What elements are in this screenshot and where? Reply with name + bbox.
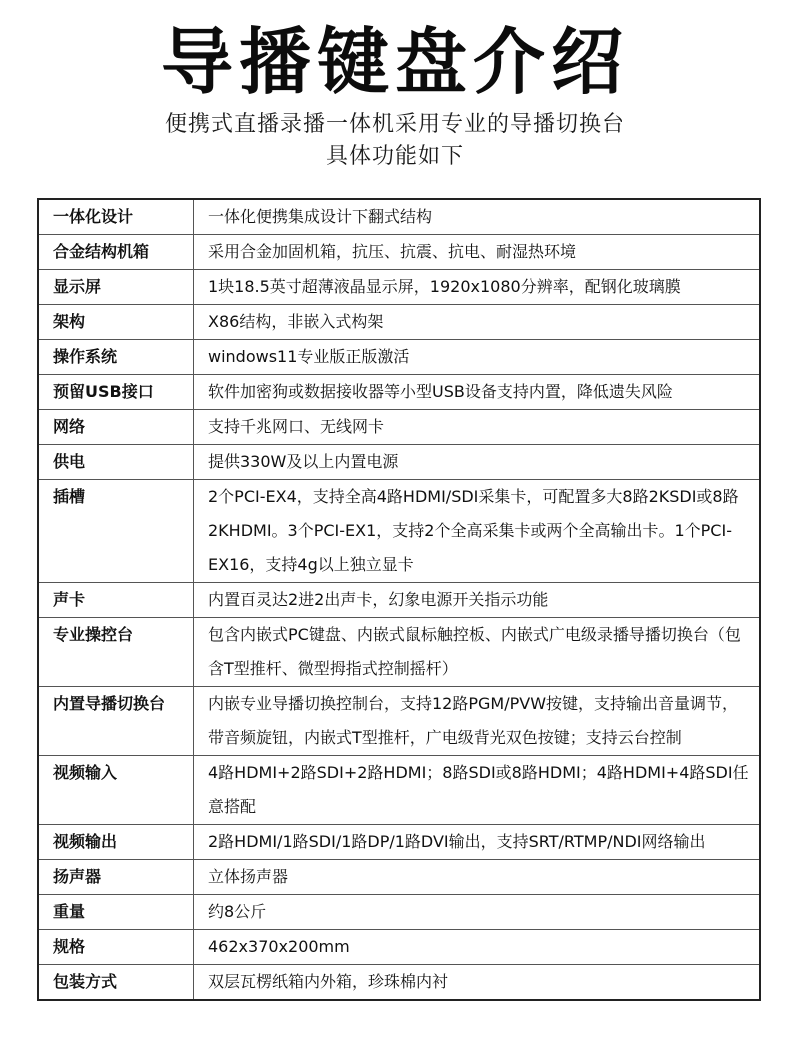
table-row (38, 687, 760, 756)
table-row (38, 860, 760, 895)
table-row (38, 756, 760, 825)
table-row (38, 583, 760, 618)
table-row (38, 305, 760, 340)
spec-value: 包含内嵌式PC键盘、内嵌式鼠标触控板、内嵌式广电级录播导播切换台（包含T型推杆、微型拇指式控制摇杆） (194, 618, 761, 687)
spec-name: 架构 (38, 305, 194, 340)
table-row (38, 445, 760, 480)
spec-value: 2个PCI-EX4，支持全高4路HDMI/SDI采集卡，可配置多大8路2KSDI或8路2KHDMI。3个PCI-EX1，支持2个全高采集卡或两个全高输出卡。1个PCI-EX16，支持4g以上独立显卡 (194, 480, 761, 583)
spec-name: 操作系统 (38, 340, 194, 375)
table-row (38, 375, 760, 410)
table-row (38, 410, 760, 445)
spec-name: 视频输入 (38, 756, 194, 825)
spec-value: 内置百灵达2进2出声卡，幻象电源开关指示功能 (194, 583, 761, 618)
table-row (38, 235, 760, 270)
page-title: 导播键盘介绍 (160, 20, 629, 104)
spec-value: 内嵌专业导播切换控制台，支持12路PGM/PVW按键，支持输出音量调节，带音频旋钮，内嵌式T型推杆，广电级背光双色按键；支持云台控制 (194, 687, 761, 756)
spec-name: 包装方式 (38, 965, 194, 1001)
table-row (38, 895, 760, 930)
spec-value: 采用合金加固机箱，抗压、抗震、抗电、耐湿热环境 (194, 235, 761, 270)
spec-value: 2路HDMI/1路SDI/1路DP/1路DVI输出，支持SRT/RTMP/NDI网络输出 (194, 825, 761, 860)
spec-name: 规格 (38, 930, 194, 965)
spec-table (37, 198, 761, 1001)
spec-value: 立体扬声器 (194, 860, 761, 895)
spec-name: 扬声器 (38, 860, 194, 895)
spec-name: 内置导播切换台 (38, 687, 194, 756)
spec-name: 显示屏 (38, 270, 194, 305)
spec-value: 一体化便携集成设计下翻式结构 (194, 199, 761, 235)
spec-value: 约8公斤 (194, 895, 761, 930)
spec-value: X86结构，非嵌入式构架 (194, 305, 761, 340)
spec-value: 提供330W及以上内置电源 (194, 445, 761, 480)
subtitle-line-2: 具体功能如下 (325, 144, 464, 169)
table-row (38, 930, 760, 965)
table-row (38, 340, 760, 375)
spec-value: windows11专业版正版激活 (194, 340, 761, 375)
table-row (38, 965, 760, 1001)
table-row (38, 199, 760, 235)
table-row (38, 618, 760, 687)
spec-name: 合金结构机箱 (38, 235, 194, 270)
table-row (38, 270, 760, 305)
spec-name: 网络 (38, 410, 194, 445)
spec-value: 软件加密狗或数据接收器等小型USB设备支持内置，降低遗失风险 (194, 375, 761, 410)
spec-name: 一体化设计 (38, 199, 194, 235)
spec-value: 双层瓦楞纸箱内外箱，珍珠棉内衬 (208, 972, 449, 991)
spec-name: 声卡 (38, 583, 194, 618)
spec-name: 视频输出 (38, 825, 194, 860)
spec-name: 重量 (38, 895, 194, 930)
table-row (38, 480, 760, 583)
spec-name: 插槽 (38, 480, 194, 583)
spec-value: 462x370x200mm (194, 930, 761, 965)
spec-value: 1块18.5英寸超薄液晶显示屏，1920x1080分辨率，配钢化玻璃膜 (194, 270, 761, 305)
spec-name: 专业操控台 (38, 618, 194, 687)
spec-name: 供电 (38, 445, 194, 480)
subtitle-line-1: 便携式直播录播一体机采用专业的导播切换台 (164, 112, 625, 137)
spec-value: 4路HDMI+2路SDI+2路HDMI；8路SDI或8路HDMI；4路HDMI+4路SDI任意搭配 (194, 756, 761, 825)
table-row (38, 825, 760, 860)
spec-name: 预留USB接口 (38, 375, 194, 410)
spec-value: 支持千兆网口、无线网卡 (194, 410, 761, 445)
